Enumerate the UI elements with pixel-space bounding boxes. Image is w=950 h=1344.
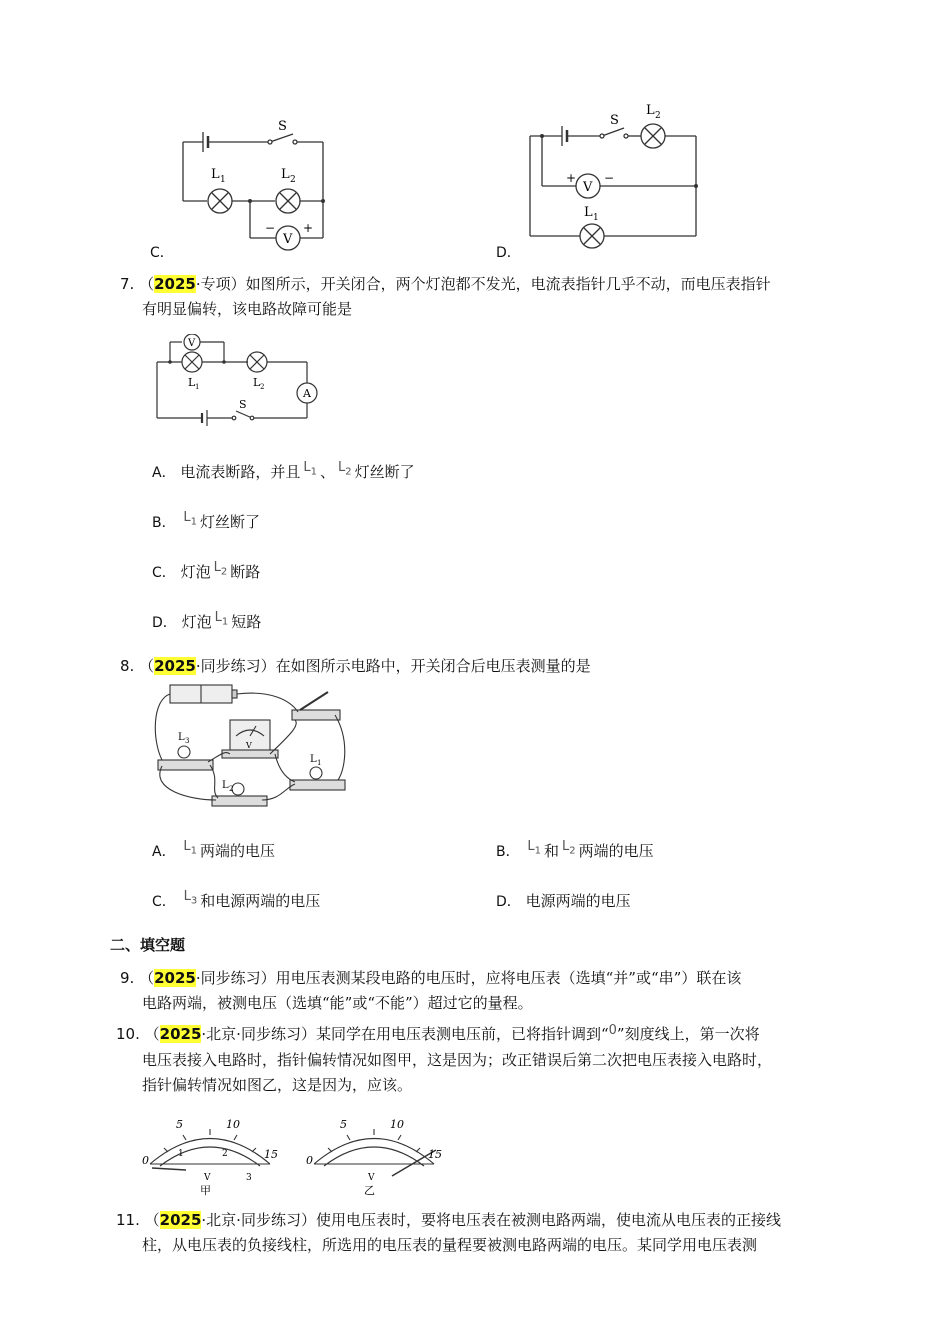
q6-diagC-l2sub: 2 — [290, 175, 296, 185]
q7-paren: （ — [139, 275, 155, 293]
q6-option-d — [496, 96, 836, 264]
q8-options-0-symsub: 1 — [190, 845, 197, 857]
q10-zero: 0 — [608, 1023, 617, 1038]
q10-meters-0-ticks-0: 0 — [142, 1154, 149, 1167]
symbol-l2 — [213, 560, 228, 578]
q7-diagram-l2: L — [253, 376, 261, 389]
q9-line_a: 用电压表测某段电路的电压时，应将电压表（选填“并”或“串”）联在该 — [275, 969, 742, 987]
q6-option-c — [150, 116, 490, 264]
symbol-l2 — [562, 839, 576, 857]
q7-options-3-pre: 灯泡 — [181, 613, 212, 631]
q8-options-2-label: C． — [152, 894, 176, 910]
q8-physical-circuit-diagram — [150, 680, 350, 820]
q10-num: 10. — [116, 1025, 140, 1043]
q8-options-0-post: 两端的电压 — [199, 842, 275, 860]
q10-meters-0-ticks-1: 5 — [176, 1118, 183, 1131]
q7-circuit-diagram — [152, 334, 327, 426]
meter-caption: 乙 — [364, 1184, 375, 1197]
symbol-l1 — [527, 839, 542, 857]
q10-line_a2: ”刻度线上，第一次将 — [616, 1025, 760, 1043]
q7-options-1-label: B． — [152, 515, 176, 531]
q7-stem_a: 如图所示，开关闭合，两个灯泡都不发光，电流表指针几乎不动，而电压表指针 — [245, 275, 771, 293]
q10-meters-0-ticks-3: 15 — [264, 1148, 278, 1161]
q7-options-0-post: 灯丝断了 — [354, 463, 415, 481]
lamp2-label: L — [281, 167, 290, 182]
q8-src: ·同步练习） — [195, 657, 276, 675]
question-9 — [120, 966, 860, 1016]
year-highlight: 2025 — [159, 1025, 202, 1043]
q8-options-3-post: 电源两端的电压 — [525, 892, 631, 910]
q7-diagram-v: V — [188, 338, 196, 349]
year-highlight: 2025 — [159, 1211, 202, 1229]
q6-diagD-l2sub: 2 — [655, 111, 661, 121]
question-7 — [120, 272, 850, 322]
q7-diagram-s: S — [239, 398, 247, 411]
q8-options-2-sym: L — [183, 889, 191, 904]
q7-options-1-symsub: 1 — [190, 516, 198, 528]
year-highlight: 2025 — [154, 657, 196, 675]
q8-options-0-sym: L — [183, 839, 191, 854]
q6-diagD-s: S — [610, 113, 619, 128]
q8-options-1-sym2sub: 2 — [569, 845, 576, 857]
q7-options-0-mid: 、 — [320, 463, 336, 481]
q7-src: ·专项） — [195, 275, 246, 293]
q11-src: ·北京·同步练习） — [201, 1211, 316, 1229]
q10-meters-1-ticks-1: 5 — [340, 1118, 347, 1131]
q6-diagD-l1sub: 1 — [593, 213, 599, 223]
q8-diagram-l1sub: 1 — [317, 759, 322, 767]
q7-option-b[interactable] — [152, 510, 260, 541]
q10-meters-1-ticks-3: 15 — [428, 1148, 442, 1161]
q6-diagD-plus: + — [566, 171, 577, 185]
q10-line_b: 电压表接入电路时，指针偏转情况如图甲，这是因为；改正错误后第二次把电压表接入电路时， — [142, 1051, 773, 1069]
option-label: C． — [150, 245, 174, 261]
q10-paren: （ — [144, 1025, 160, 1043]
q8-num: 8. — [120, 657, 135, 675]
symbol-l1 — [214, 610, 229, 628]
question-11 — [116, 1208, 856, 1258]
q7-option-c[interactable] — [152, 560, 260, 591]
q10-meters-1-ticks-2: 10 — [390, 1118, 404, 1131]
q10-meters-0-sub-0: 1 — [178, 1149, 184, 1159]
q10-line_c: 指针偏转情况如图乙，这是因为，应该。 — [142, 1076, 413, 1094]
q7-options-0-pre: 电流表断路，并且 — [180, 463, 301, 481]
q7-options-2-label: C． — [152, 565, 176, 581]
q7-option-a[interactable] — [152, 460, 415, 491]
q7-num: 7. — [120, 275, 135, 293]
q6-diagC-l1sub: 1 — [220, 175, 226, 185]
q7-options-2-pre: 灯泡 — [180, 563, 211, 581]
q6-diagD-l2: L — [646, 103, 655, 118]
q8-option-c[interactable] — [152, 889, 320, 920]
q10-meters-0-ticks-2: 10 — [226, 1118, 240, 1131]
q7-options-3-sym: L — [214, 610, 222, 625]
q10-meters-0-unit: V — [204, 1173, 211, 1183]
q11-line_a: 使用电压表时，要将电压表在被测电路两端，使电流从电压表的正接线 — [315, 1211, 781, 1229]
q8-options-1-sym1sub: 1 — [534, 845, 542, 857]
symbol-l1 — [183, 839, 197, 857]
voltmeter-dial-jia — [138, 1108, 283, 1198]
q7-options-0-sym1sub: 1 — [310, 466, 317, 478]
q7-diagram-l1: L — [188, 376, 196, 389]
q6-diagD-l1: L — [584, 205, 593, 220]
q8-diagram-l3: L — [178, 732, 185, 743]
q7-options-2-post: 断路 — [230, 563, 261, 581]
q11-paren: （ — [144, 1211, 160, 1229]
q9-line_b: 电路两端，被测电压（选填“能”或“不能”）超过它的量程。 — [142, 994, 533, 1012]
year-highlight: 2025 — [154, 969, 196, 987]
q10-meters-1-unit: V — [368, 1173, 375, 1183]
q7-options-3-post: 短路 — [231, 613, 262, 631]
voltmeter-dial-yi — [302, 1108, 447, 1198]
lamp1-label: L — [211, 167, 220, 182]
q8-options-0-label: A． — [152, 844, 176, 860]
circuit-diagram-d — [524, 96, 714, 256]
q8-diagram-v: V — [246, 741, 252, 750]
q8-options-1-sym2: L — [562, 839, 570, 854]
q8-options-1-mid: 和 — [544, 842, 560, 860]
q7-options-0-label: A． — [152, 465, 176, 481]
question-8 — [120, 654, 850, 679]
q8-option-d[interactable] — [496, 889, 631, 915]
q7-stem_b: 有明显偏转，该电路故障可能是 — [142, 300, 353, 318]
q8-diagram-l1: L — [310, 754, 317, 765]
q6-diagD-minus: − — [604, 171, 615, 185]
switch-label: S — [278, 119, 287, 134]
section-heading: 二、填空题 — [110, 936, 186, 954]
q8-options-2-symsub: 3 — [190, 895, 198, 907]
symbol-l2 — [338, 460, 352, 478]
q10-meters-1-ticks-0: 0 — [306, 1154, 313, 1167]
voltmeter-label: V — [283, 232, 293, 247]
q8-options-2-post: 和电源两端的电压 — [200, 892, 321, 910]
option-label: D． — [496, 245, 521, 261]
q8-diagram-l2sub: 2 — [229, 785, 234, 793]
question-10 — [116, 1022, 856, 1098]
q6-diagD-v: V — [583, 180, 593, 195]
symbol-l1 — [183, 510, 198, 528]
q8-diagram-l2: L — [222, 780, 229, 791]
circuit-diagram-c — [175, 116, 365, 256]
q10-src: ·北京·同步练习） — [201, 1025, 316, 1043]
q9-num: 9. — [120, 969, 135, 987]
q8-options-3-label: D． — [496, 894, 521, 910]
q11-num: 11. — [116, 1211, 140, 1229]
q8-options-1-label: B． — [496, 844, 520, 860]
q7-options-0-sym1: L — [303, 460, 311, 475]
q8-diagram-l3sub: 3 — [185, 737, 190, 745]
q7-options-2-sym: L — [213, 560, 221, 575]
q7-options-0-sym2sub: 2 — [345, 466, 352, 478]
meter-caption: 甲 — [200, 1184, 211, 1197]
q7-diagram-a: A — [303, 387, 311, 400]
q11-line_b: 柱，从电压表的负接线柱，所选用的电压表的量程要被测电路两端的电压。某同学用电压表测 — [142, 1236, 758, 1254]
q7-diagram-l2sub: 2 — [260, 383, 265, 391]
symbol-l1 — [303, 460, 317, 478]
q9-src: ·同步练习） — [195, 969, 276, 987]
symbol-l3 — [183, 889, 198, 907]
q7-options-1-sym: L — [183, 510, 191, 525]
q10-line_a1: 某同学在用电压表测电压前，已将指针调到“ — [315, 1025, 609, 1043]
q8-options-1-post: 两端的电压 — [578, 842, 654, 860]
q10-meters-0-sub-2: 3 — [246, 1173, 252, 1183]
q6-diagC-plus: + — [303, 221, 314, 235]
q7-options-0-sym2: L — [338, 460, 346, 475]
q10-meters-0-sub-1: 2 — [222, 1149, 228, 1159]
q7-options-2-symsub: 2 — [220, 566, 228, 578]
year-highlight: 2025 — [154, 275, 196, 293]
q7-options-3-label: D． — [152, 615, 177, 631]
q7-diagram-l1sub: 1 — [195, 383, 200, 391]
q8-options-1-sym1: L — [527, 839, 535, 854]
q8-option-b[interactable] — [496, 839, 654, 870]
q7-options-3-symsub: 1 — [221, 616, 229, 628]
q9-paren: （ — [139, 969, 155, 987]
q7-options-1-post: 灯丝断了 — [200, 513, 261, 531]
q8-option-a[interactable] — [152, 839, 275, 870]
q6-diagC-minus: − — [265, 221, 276, 235]
q8-paren: （ — [139, 657, 155, 675]
q8-stem: 在如图所示电路中，开关闭合后电压表测量的是 — [275, 657, 591, 675]
q7-option-d[interactable] — [152, 610, 261, 641]
